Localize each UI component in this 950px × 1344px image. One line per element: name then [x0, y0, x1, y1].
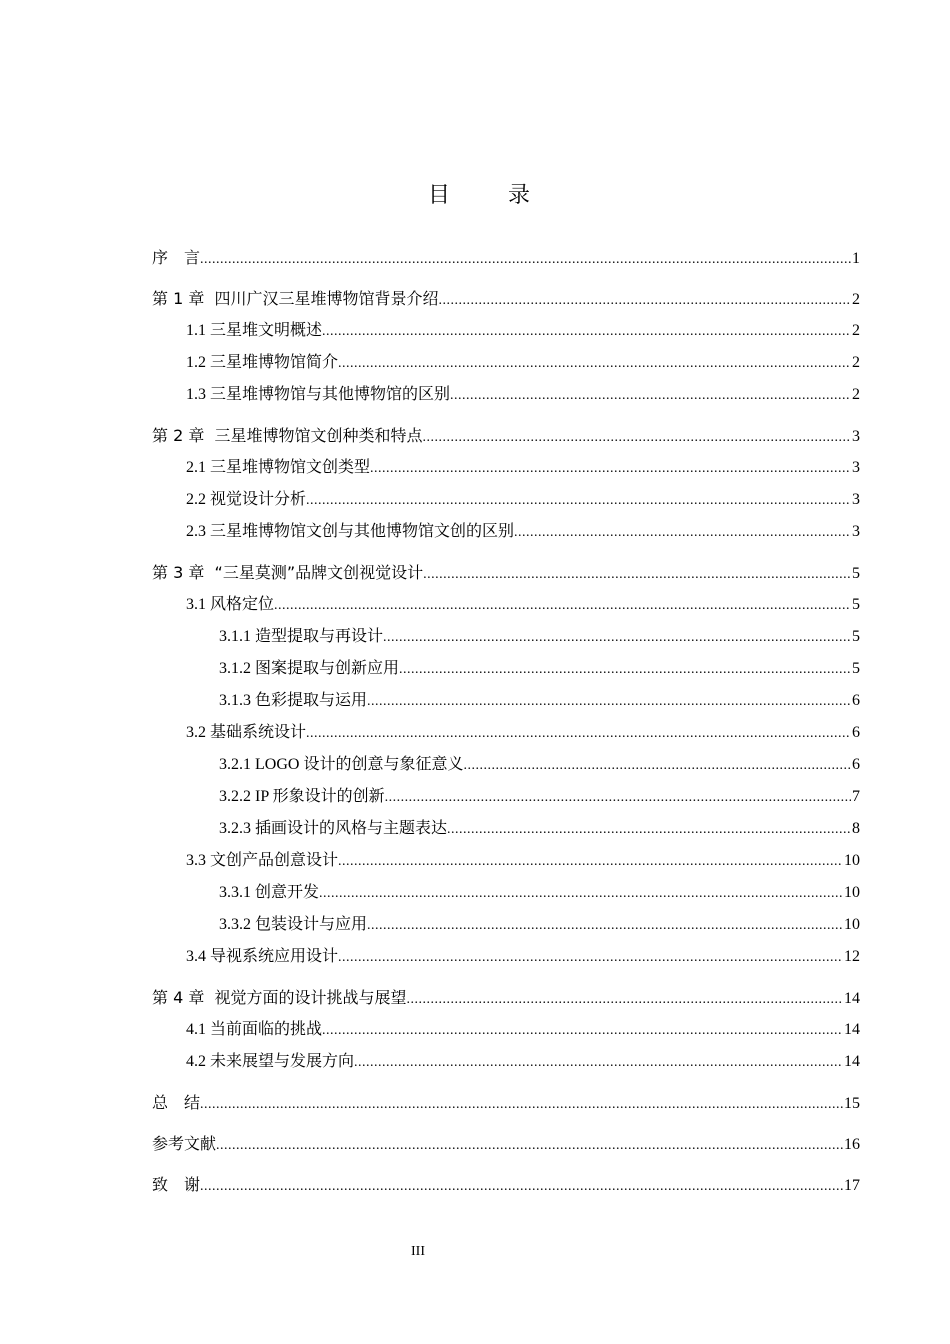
toc-entry-label: 序 言 [152, 248, 201, 267]
toc-entry-label: 3.2 基础系统设计 [186, 724, 307, 741]
toc-entry[interactable] [152, 283, 860, 315]
toc-entry-label: 1.2 三星堆博物馆简介 [186, 354, 339, 371]
toc-entry-page: 5 [852, 660, 860, 677]
toc-entry[interactable] [152, 379, 860, 411]
toc-entry-page: 14 [844, 990, 860, 1007]
toc-entry-page: 12 [844, 948, 860, 965]
toc-entry[interactable] [152, 685, 860, 717]
toc-entry[interactable] [152, 717, 860, 749]
toc-entry-page: 6 [852, 756, 860, 773]
toc-entry-label: 3.1 风格定位 [186, 596, 275, 613]
dot-leader [322, 316, 851, 348]
dot-leader [216, 1130, 843, 1162]
toc-entry-label: 2.1 三星堆博物馆文创类型 [186, 459, 371, 476]
toc-entry-label: 3.2.3 插画设计的风格与主题表达 [219, 820, 448, 837]
dot-leader [423, 559, 851, 591]
toc-entry-label: 3.4 导视系统应用设计 [186, 948, 339, 965]
toc-entry[interactable] [152, 781, 860, 813]
dot-leader [370, 453, 851, 485]
dot-leader [200, 1171, 843, 1203]
dot-leader [447, 814, 851, 846]
toc-entry-page: 3 [852, 428, 860, 445]
toc-entry[interactable] [152, 909, 860, 941]
toc-entry-page: 3 [852, 459, 860, 476]
page-title: 目 录 [427, 183, 548, 208]
toc-entry-page: 3 [852, 491, 860, 508]
dot-leader [274, 590, 851, 622]
toc-entry[interactable] [152, 877, 860, 909]
dot-leader [367, 686, 851, 718]
toc-entry-label: 3.3.2 包装设计与应用 [219, 916, 368, 933]
toc-entry-page: 7 [852, 788, 860, 805]
toc-entry[interactable] [152, 1169, 860, 1201]
dot-leader [399, 654, 851, 686]
toc-entry-page: 2 [852, 386, 860, 403]
toc-entry-page: 15 [844, 1095, 860, 1112]
toc-entry-label: 2.2 视觉设计分析 [186, 491, 307, 508]
dot-leader [319, 878, 843, 910]
toc-entry-label: 3.1.1 造型提取与再设计 [219, 628, 384, 645]
toc-entry[interactable] [152, 484, 860, 516]
toc-entry-label: 3.1.3 色彩提取与运用 [219, 692, 368, 709]
toc-entry-page: 3 [852, 523, 860, 540]
toc-entry[interactable] [152, 941, 860, 973]
toc-entry-label: 3.3 文创产品创意设计 [186, 852, 339, 869]
toc-entry-page: 10 [844, 884, 860, 901]
toc-entry-label: 4.2 未来展望与发展方向 [186, 1053, 355, 1070]
toc-entry-label: 参考文献 [152, 1134, 217, 1153]
dot-leader [385, 782, 851, 814]
table-of-contents [152, 242, 860, 1201]
toc-entry-page: 10 [844, 852, 860, 869]
toc-entry[interactable] [152, 557, 860, 589]
toc-entry[interactable] [152, 621, 860, 653]
dot-leader [306, 718, 851, 750]
dot-leader [367, 910, 843, 942]
page-number: III [411, 1244, 425, 1259]
toc-entry[interactable] [152, 1087, 860, 1119]
toc-entry[interactable] [152, 982, 860, 1014]
toc-entry-label: 3.1.2 图案提取与创新应用 [219, 660, 400, 677]
toc-entry-label: 致 谢 [152, 1175, 201, 1194]
toc-entry[interactable] [152, 589, 860, 621]
dot-leader [383, 622, 851, 654]
toc-entry-label: 3.3.1 创意开发 [219, 884, 320, 901]
toc-entry[interactable] [152, 242, 860, 274]
toc-entry-page: 1 [852, 250, 860, 267]
toc-entry[interactable] [152, 452, 860, 484]
toc-entry-label: 总 结 [152, 1093, 201, 1112]
toc-entry-label: 3.2.1 LOGO 设计的创意与象征意义 [219, 756, 464, 773]
toc-entry[interactable] [152, 749, 860, 781]
dot-leader [338, 846, 843, 878]
toc-entry-page: 5 [852, 596, 860, 613]
toc-entry-page: 14 [844, 1053, 860, 1070]
toc-entry-label: 3.2.2 IP 形象设计的创新 [219, 788, 385, 805]
dot-leader [354, 1047, 843, 1079]
toc-entry-label: 第 3 章 “三星莫测”品牌文创视觉设计 [152, 563, 424, 582]
dot-leader [306, 485, 851, 517]
toc-entry[interactable] [152, 653, 860, 685]
toc-entry-page: 2 [852, 322, 860, 339]
dot-leader [450, 380, 851, 412]
toc-entry-label: 第 1 章 四川广汉三星堆博物馆背景介绍 [152, 289, 439, 308]
toc-entry[interactable] [152, 813, 860, 845]
toc-entry[interactable] [152, 1014, 860, 1046]
toc-entry-page: 6 [852, 692, 860, 709]
dot-leader [463, 750, 851, 782]
dot-leader [423, 422, 851, 454]
dot-leader [439, 285, 851, 317]
dot-leader [338, 348, 851, 380]
toc-entry[interactable] [152, 347, 860, 379]
toc-entry-label: 第 4 章 视觉方面的设计挑战与展望 [152, 988, 407, 1007]
toc-entry-page: 5 [852, 628, 860, 645]
toc-entry-label: 1.1 三星堆文明概述 [186, 322, 323, 339]
dot-leader [200, 1089, 843, 1121]
toc-entry-page: 8 [852, 820, 860, 837]
toc-entry-page: 2 [852, 291, 860, 308]
toc-entry-page: 5 [852, 565, 860, 582]
toc-entry-page: 6 [852, 724, 860, 741]
toc-entry[interactable] [152, 1128, 860, 1160]
dot-leader [407, 984, 843, 1016]
toc-entry-page: 2 [852, 354, 860, 371]
toc-entry[interactable] [152, 845, 860, 877]
toc-entry[interactable] [152, 516, 860, 548]
toc-entry-page: 16 [844, 1136, 860, 1153]
dot-leader [514, 517, 851, 549]
toc-entry-label: 2.3 三星堆博物馆文创与其他博物馆文创的区别 [186, 523, 515, 540]
toc-entry-label: 1.3 三星堆博物馆与其他博物馆的区别 [186, 386, 451, 403]
toc-entry[interactable] [152, 315, 860, 347]
toc-entry-page: 17 [844, 1177, 860, 1194]
dot-leader [322, 1015, 843, 1047]
dot-leader [200, 244, 851, 276]
toc-entry[interactable] [152, 420, 860, 452]
toc-entry-label: 第 2 章 三星堆博物馆文创种类和特点 [152, 426, 423, 445]
toc-entry-page: 10 [844, 916, 860, 933]
toc-entry[interactable] [152, 1046, 860, 1078]
toc-entry-label: 4.1 当前面临的挑战 [186, 1021, 323, 1038]
toc-entry-page: 14 [844, 1021, 860, 1038]
dot-leader [338, 942, 843, 974]
